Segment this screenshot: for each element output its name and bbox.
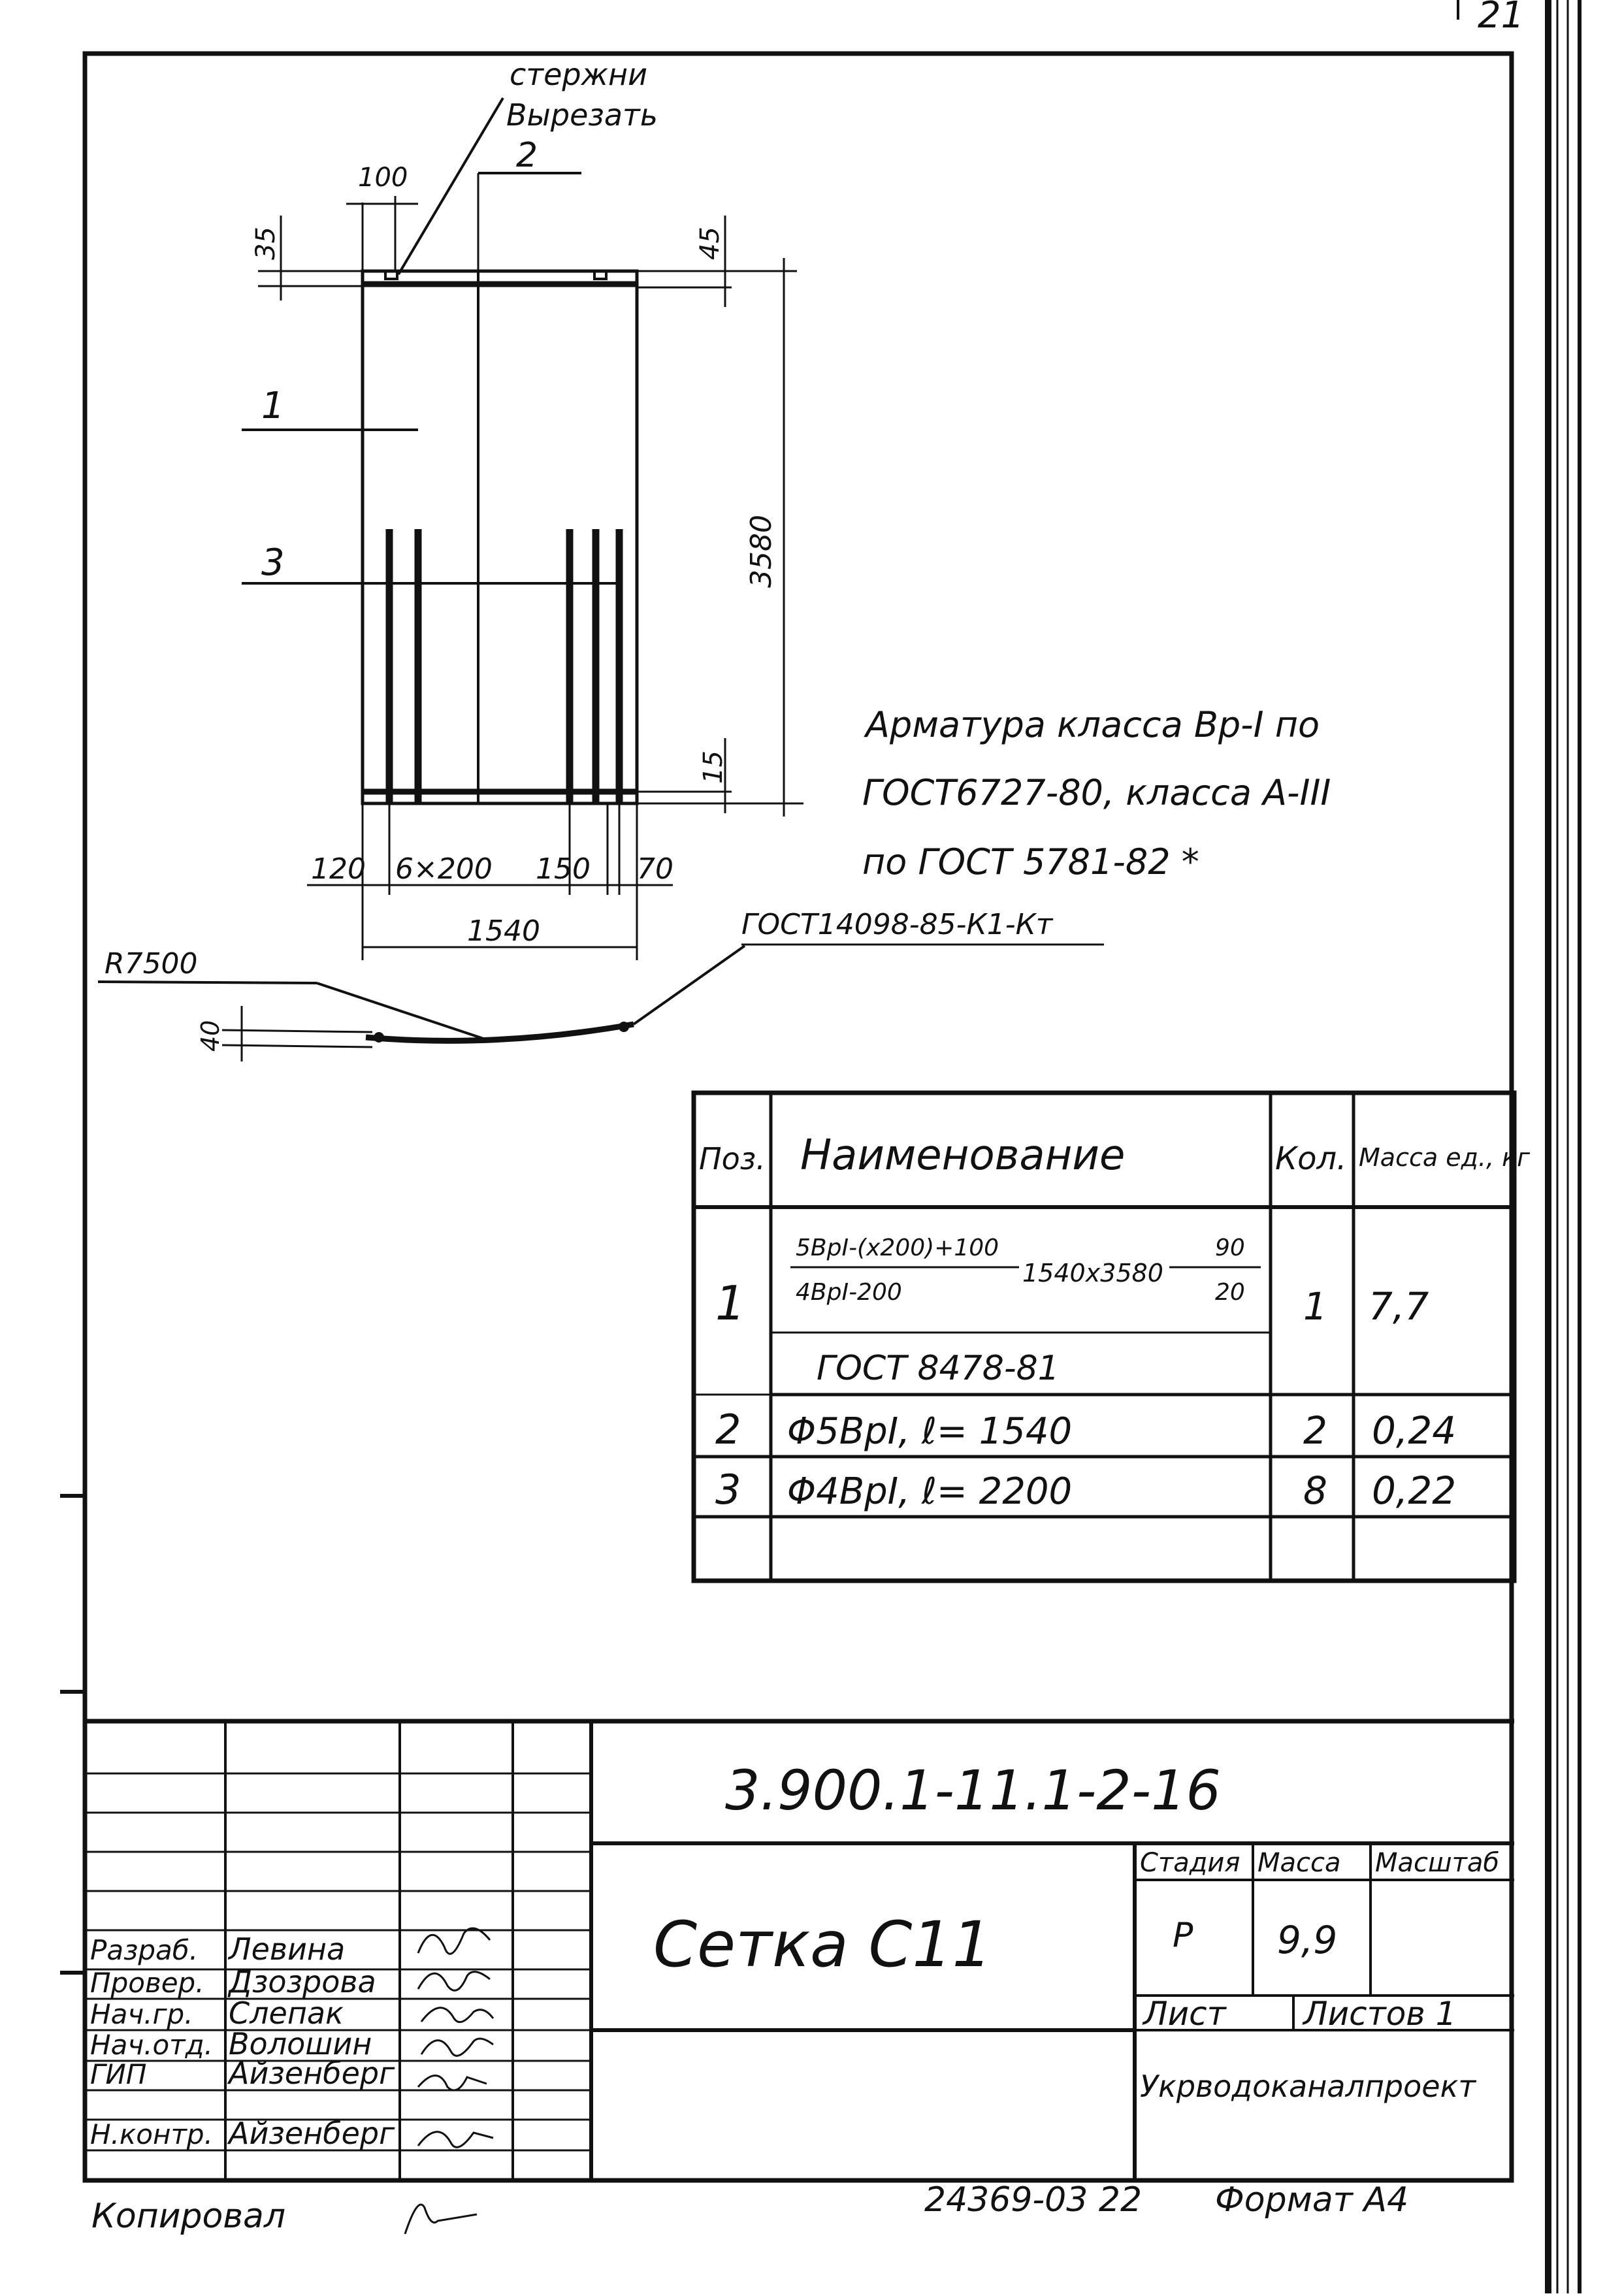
pos-1-label: 1 [261, 385, 285, 427]
row-2-name: Φ5ВрI, ℓ= 1540 [787, 1410, 1073, 1453]
radius-label: R7500 [105, 947, 198, 980]
dim-6x200-label: 6×200 [395, 852, 493, 886]
staff-name-2: Дзозрова [229, 1964, 376, 1999]
row-1-frac-top: 90 [1215, 1235, 1245, 1261]
row-1-frac-bot: 20 [1215, 1279, 1245, 1306]
rebar-note-line3: по ГОСТ 5781-82 * [862, 841, 1199, 882]
staff-name-4: Волошин [229, 2026, 372, 2062]
rebar-note-line1: Арматура класса Вр-I по [866, 704, 1320, 745]
sheet-label: Лист [1143, 1995, 1226, 2033]
dim-70-label: 70 [637, 852, 673, 886]
header-name: Наименование [800, 1131, 1126, 1180]
dim-100-label: 100 [358, 163, 408, 193]
dim-3580-label: 3580 [745, 515, 778, 588]
staff-name-5: Айзенберг [229, 2056, 395, 2091]
staff-role-2: Провер. [90, 1967, 204, 1999]
mass-label: Масса [1257, 1848, 1341, 1878]
copied-label: Копировал [91, 2197, 286, 2236]
copied-signature [405, 2205, 477, 2234]
header-qty: Кол. [1275, 1140, 1347, 1177]
pos-2-label: 2 [516, 136, 538, 175]
row-3-qty: 8 [1303, 1468, 1327, 1513]
row-3-pos: 3 [715, 1466, 741, 1513]
staff-role-6: Н.контр. [90, 2118, 213, 2150]
inventory-number: 24369-03 22 [924, 2180, 1143, 2220]
staff-name-1: Левина [229, 1932, 346, 1967]
rods-note-line1: стержни [510, 57, 647, 92]
staff-role-1: Разраб. [90, 1934, 199, 1966]
mesh-drawing [363, 271, 637, 803]
row-3-mass: 0,22 [1372, 1468, 1457, 1513]
row-2-mass: 0,24 [1372, 1408, 1457, 1453]
drawing-title: Сетка С11 [653, 1908, 992, 1981]
doc-code: 3.900.1-11.1-2-16 [725, 1758, 1221, 1822]
dim-120-label: 120 [311, 852, 366, 886]
dim-15-label: 15 [698, 751, 728, 784]
page-number: 21 [1478, 0, 1525, 37]
header-mass: Масса ед., кг [1359, 1143, 1531, 1172]
organization: Укрводоканалпроект [1140, 2069, 1476, 2104]
signatures [418, 1928, 493, 2147]
header-pos: Поз. [699, 1141, 766, 1176]
scale-label: Масштаб [1375, 1848, 1500, 1878]
row-3-name: Φ4ВрI, ℓ= 2200 [787, 1470, 1073, 1513]
row-2-qty: 2 [1303, 1408, 1327, 1453]
stage-label: Стадия [1140, 1848, 1241, 1878]
staff-name-3: Слепак [229, 1996, 344, 2031]
gost-14098-label: ГОСТ14098-85-К1-Кт [741, 908, 1053, 941]
dim-40-label: 40 [196, 1020, 225, 1052]
rods-note-leader [398, 98, 503, 274]
row-1-gost: ГОСТ 8478-81 [817, 1349, 1060, 1388]
format-label: Формат А4 [1215, 2180, 1409, 2220]
staff-role-5: ГИП [90, 2058, 147, 2090]
stage-value: Р [1173, 1916, 1193, 1955]
dim-3580 [637, 258, 803, 817]
row-1-qty: 1 [1303, 1284, 1327, 1329]
staff-role-4: Нач.отд. [90, 2029, 214, 2061]
rods-note-line2: Вырезать [506, 97, 658, 133]
row-1-mass: 7,7 [1369, 1284, 1429, 1329]
dim-1540-label: 1540 [467, 914, 540, 948]
staff-role-3: Нач.гр. [90, 1998, 193, 2030]
mass-value: 9,9 [1277, 1918, 1338, 1962]
row-1-name-mid: 1540х3580 [1022, 1259, 1163, 1287]
sheets-label: Листов 1 [1303, 1995, 1457, 2033]
dim-150-label: 150 [536, 852, 591, 886]
staff-name-6: Айзенберг [229, 2116, 395, 2151]
dim-45-label: 45 [695, 227, 725, 260]
row-1-name-top: 5ВрI-(х200)+100 [796, 1235, 999, 1261]
pos-3-label: 3 [261, 542, 285, 584]
rebar-note-line2: ГОСТ6727-80, класса А-III [862, 772, 1331, 813]
row-1-name-bot: 4ВрI-200 [796, 1279, 902, 1306]
row-2-pos: 2 [715, 1406, 741, 1453]
dim-35-label: 35 [251, 227, 281, 260]
row-1-pos: 1 [715, 1276, 745, 1331]
